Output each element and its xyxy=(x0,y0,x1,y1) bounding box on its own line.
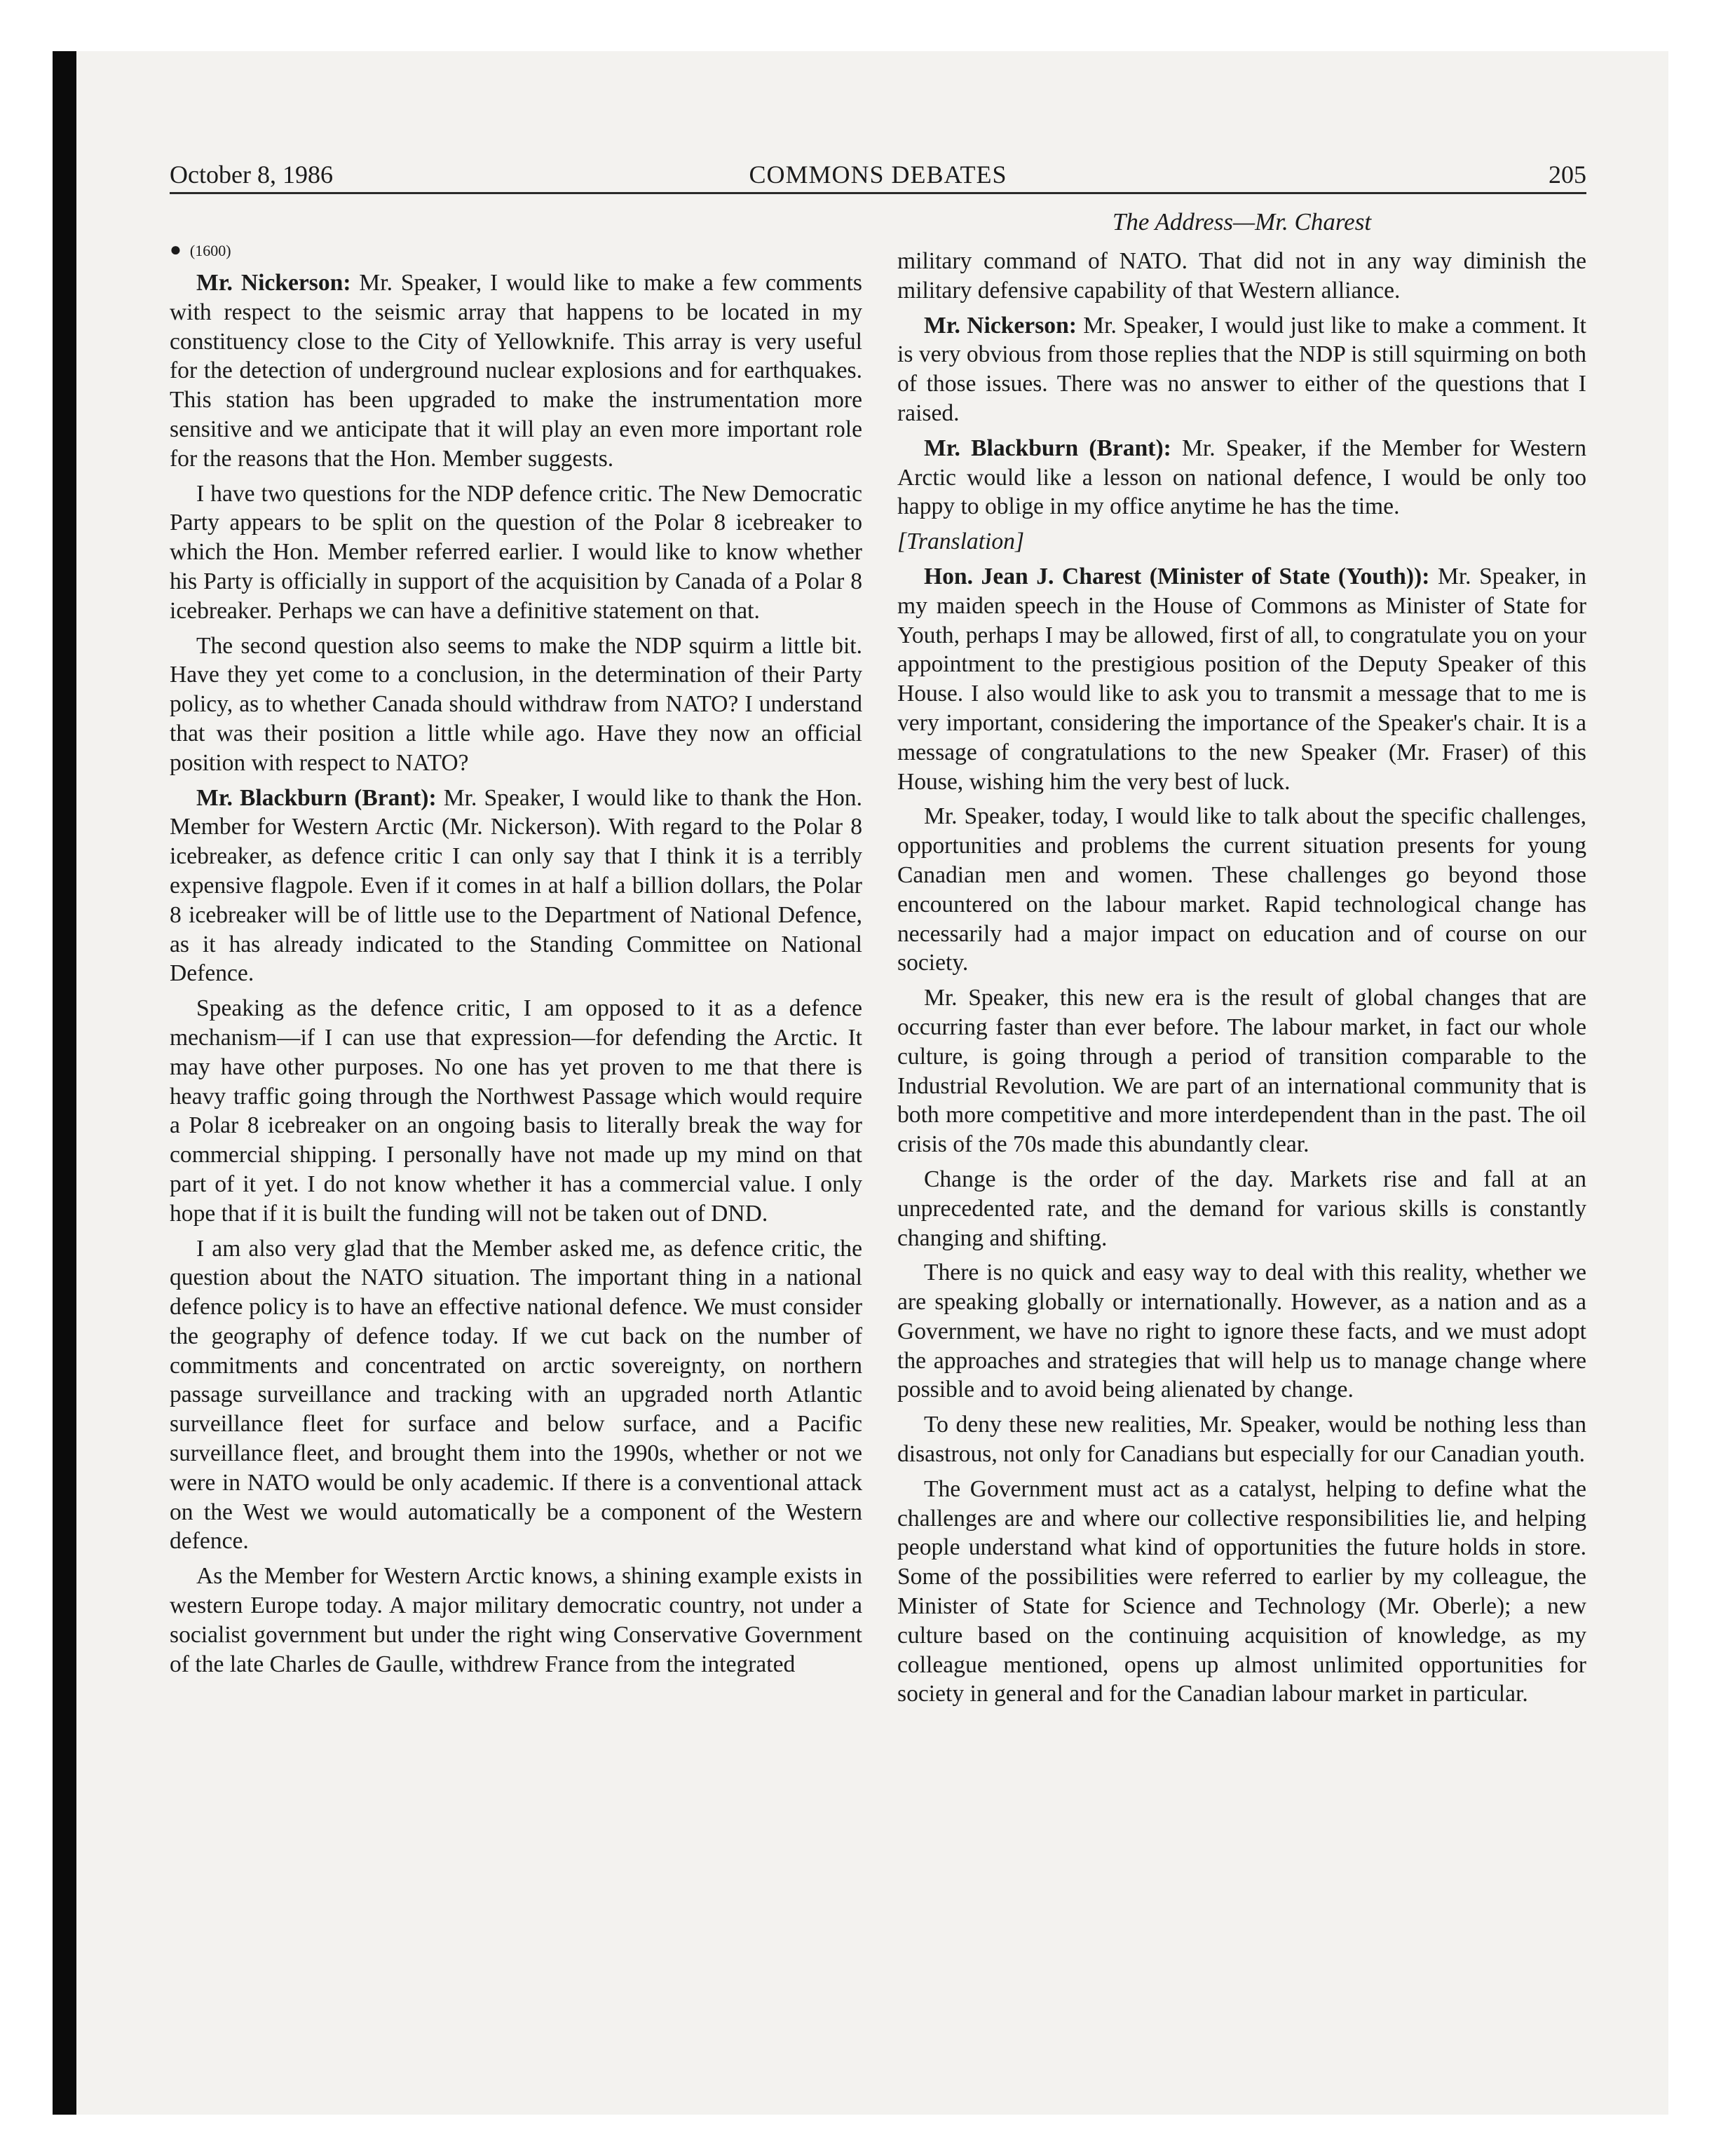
paragraph xyxy=(170,479,862,626)
paragraph-text: Mr. Speaker, I would just like to make a comment. It is very obvious from those replies that the NDP is still squirming on both of those issues. There was no answer to either of the questions that I raised. xyxy=(897,312,1586,426)
paragraph-text: There is no quick and easy way to deal with this reality, whether we are speaking globally or internationally. However, as a nation and as a Government, we have no right to ignore these facts, and we must adopt the approaches and strategies that will help us to manage change where possible and to avoid being alienated by change. xyxy=(897,1260,1586,1403)
left-column xyxy=(170,240,862,1684)
speaker-name: Mr. Blackburn (Brant): xyxy=(196,784,437,811)
paragraph xyxy=(897,1475,1586,1709)
paragraph xyxy=(170,784,862,989)
speaker-name: Hon. Jean J. Charest (Minister of State (Youth)): xyxy=(924,563,1430,589)
header-date: October 8, 1986 xyxy=(170,161,333,189)
paragraph xyxy=(897,802,1586,978)
paragraph xyxy=(170,1562,862,1679)
paragraph-text: I am also very glad that the Member asked me, as defence critic, the question about the NATO situation. The important thing in a national defence policy is to have an effective national defence. We must consider the geography of defence today. If we cut back on the number of commitments and concentrated on arctic sovereignty, on northern passage surveillance and tracking with an upgraded north Atlantic surveillance fleet for surface and below surface, and a Pacific surveillance fleet, and brought them into the 1990s, whether or not we were in NATO would be only academic. If there is a conventional attack on the West we would automatically be a component of the Western defence. xyxy=(170,1235,862,1555)
paragraph xyxy=(170,268,862,474)
paragraph xyxy=(897,1410,1586,1469)
paragraph xyxy=(170,632,862,778)
paragraph-text: Change is the order of the day. Markets rise and fall at an unprecedented rate, and the demand for various skills is constantly changing and shifting. xyxy=(897,1166,1586,1251)
translation-note: [Translation] xyxy=(897,528,1025,555)
paragraph xyxy=(897,311,1586,428)
header-title: COMMONS DEBATES xyxy=(749,161,1007,189)
paragraph-text: The second question also seems to make the NDP squirm a little bit. Have they yet come to a conclusion, in the determination of their Party policy, as to whether Canada should withdraw from NATO? I understand that was their position a little while ago. Have they now an official position with respect to NATO? xyxy=(170,632,862,776)
paragraph xyxy=(897,1165,1586,1253)
paragraph-text: As the Member for Western Arctic knows, a shining example exists in western Europe today. A major military democratic country, not under a socialist government but under the right wing Conservative Government of the late Charles de Gaulle, withdrew France from the integrated xyxy=(170,1563,862,1677)
right-column xyxy=(897,247,1586,1714)
paragraph-text: Speaking as the defence critic, I am opposed to it as a defence mechanism—if I can use that expression—for defending the Arctic. It may have other purposes. No one has yet proven to me that there is heavy traffic going through the Northwest Passage which would require a Polar 8 icebreaker on an ongoing basis to literally break the way for commercial shipping. I personally have not made up my mind on that part of it yet. I do not know whether it has a commercial value. I only hope that if it is built the funding will not be taken out of DND. xyxy=(170,995,862,1227)
speaker-name: Mr. Blackburn (Brant): xyxy=(924,435,1171,461)
paragraph-continuation xyxy=(897,247,1586,306)
paragraph-text: Mr. Speaker, in my maiden speech in the House of Commons as Minister of State for Youth, perhaps I may be allowed, first of all, to congratulate you on your appointment to the prestigious position of the Deputy Speaker of this House. I also would like to ask you to transmit a message that to me is very important, considering the importance of the Speaker's chair. It is a message of congratulations to the new Speaker (Mr. Fraser) of this House, wishing him the very best of luck. xyxy=(897,563,1587,795)
paragraph xyxy=(170,1234,862,1557)
paragraph-text: Mr. Speaker, this new era is the result of global changes that are occurring faster than ever before. The labour market, in fact our whole culture, is going through a period of transition comparable to the Industrial Revolution. We are part of an international community that is both more competitive and more interdependent than in the past. The oil crisis of the 70s made this abundantly clear. xyxy=(897,985,1586,1158)
paragraph xyxy=(170,994,862,1228)
paragraph xyxy=(897,983,1586,1159)
header-rule xyxy=(170,192,1586,194)
paragraph xyxy=(897,434,1586,521)
paragraph xyxy=(897,1258,1586,1405)
page-header xyxy=(170,158,1586,191)
paragraph-text: To deny these new realities, Mr. Speaker, would be nothing less than disastrous, not only for Canadians but especially for our Canadian youth. xyxy=(897,1412,1586,1468)
paragraph-text: Mr. Speaker, today, I would like to talk about the specific challenges, opportunities and problems the current situation presents for young Canadian men and women. These challenges go beyond those encountered on the labour market. Rapid technological change has necessarily had a major impact on education and of course on our society. xyxy=(897,803,1586,976)
speaker-name: Mr. Nickerson: xyxy=(924,312,1077,339)
speaker-name: Mr. Nickerson: xyxy=(196,270,351,296)
scan-edge-shadow xyxy=(53,51,76,2115)
bullet-icon: ● xyxy=(170,239,182,261)
paragraph-text: Mr. Speaker, I would like to make a few comments with respect to the seismic array that happens to be located in my constituency close to the City of Yellowknife. This array is very useful for the detection of underground nuclear explosions and for earthquakes. This station has been upgraded to make the instrumentation more sensitive and we anticipate that it will play an even more important role for the reasons that the Hon. Member suggests. xyxy=(170,270,862,472)
paragraph-text: Mr. Speaker, if the Member for Western Arctic would like a lesson on national defence, I would be only too happy to oblige in my office anytime he has the time. xyxy=(897,435,1586,520)
page-number: 205 xyxy=(1549,161,1586,189)
paragraph-text: I have two questions for the NDP defence critic. The New Democratic Party appears to be split on the question of the Polar 8 icebreaker to which the Hon. Member referred earlier. I would like to know whether his Party is officially in support of the acquisition by Canada of a Polar 8 icebreaker. Perhaps we can have a definitive statement on that. xyxy=(170,480,862,624)
paragraph-text: The Government must act as a catalyst, helping to define what the challenges are and where our collective responsibilities lie, and helping people understand what kind of opportunities the future holds in store. Some of the possibilities were referred to earlier by my colleague, the Minister of State for Science and Technology (Mr. Oberle); a new culture based on the continuing acquisition of knowledge, as my colleague mentioned, opens up almost unlimited opportunities for society in general and for the Canadian labour market in particular. xyxy=(897,1475,1586,1707)
running-head: The Address—Mr. Charest xyxy=(1112,208,1372,236)
paragraph-text: Mr. Speaker, I would like to thank the Hon. Member for Western Arctic (Mr. Nickerson). With regard to the Polar 8 icebreaker, as defence critic I can only say that I think it is a terribly expensive flagpole. Even if it comes in at half a billion dollars, the Polar 8 icebreaker will be of little use to the Department of National Defence, as it has already indicated to the Standing Committee on National Defence. xyxy=(170,784,862,987)
time-marker xyxy=(170,240,862,261)
paragraph xyxy=(897,562,1586,796)
paragraph-text: military command of NATO. That did not in any way diminish the military defensive capability of that Western alliance. xyxy=(897,248,1586,303)
time-marker-text: (1600) xyxy=(189,242,231,259)
